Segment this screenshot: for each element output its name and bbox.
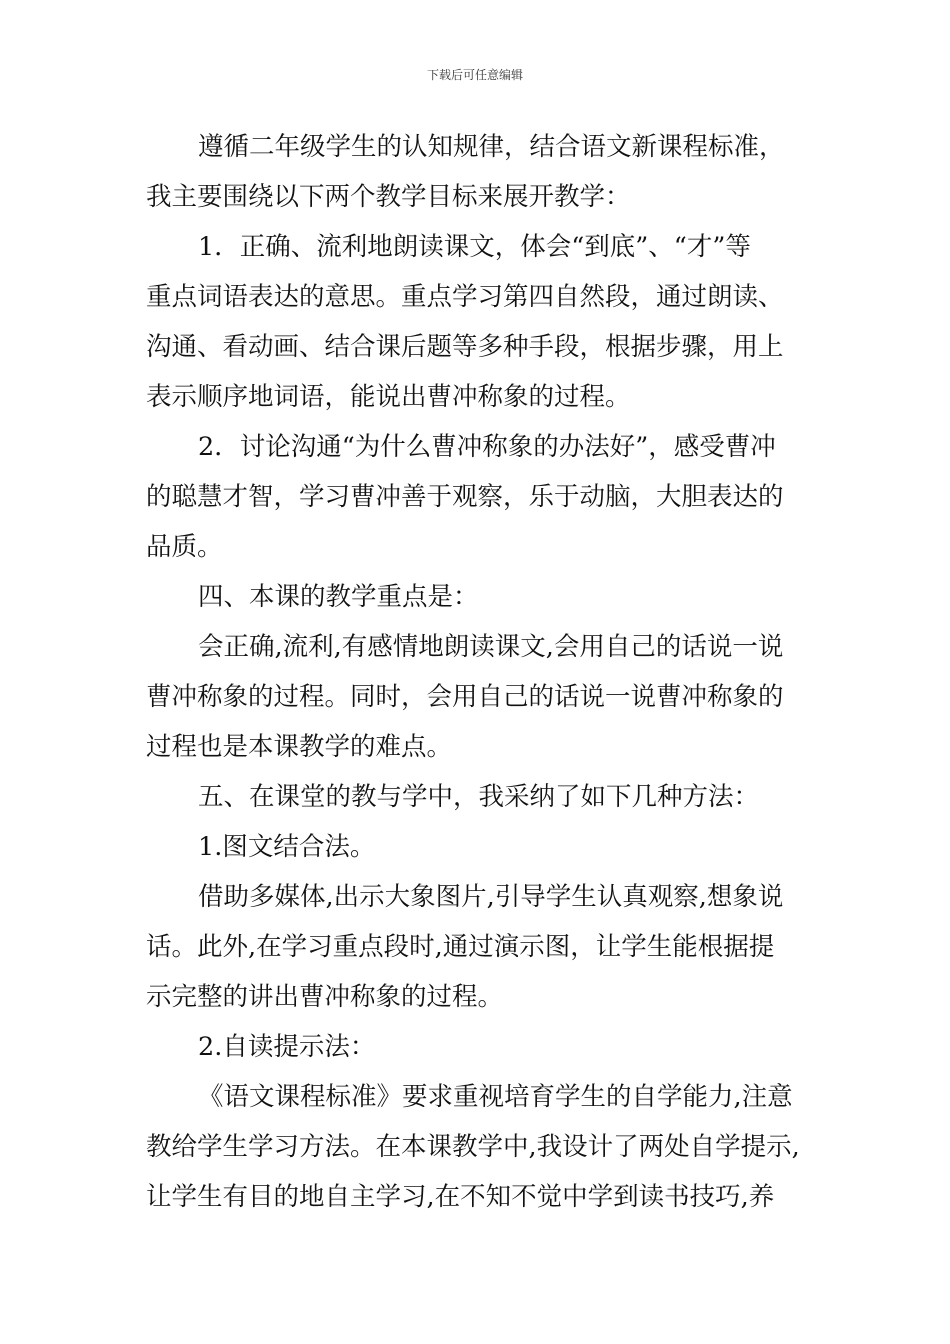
text-line: 曹冲称象的过程。同时，会用自己的话说一说曹冲称象的 — [146, 682, 784, 712]
page-header-note: 下载后可任意编辑 — [426, 68, 523, 82]
text-line: 1.图文结合法。 — [198, 832, 376, 862]
text-line: 遵循二年级学生的认知规律，结合语文新课程标准， — [198, 132, 785, 162]
text-line: 《语文课程标准》要求重视培育学生的自学能力,注意 — [198, 1082, 793, 1112]
text-line: 1．正确、流利地朗读课文，体会“到底”、“才”等 — [198, 232, 751, 262]
text-line: 四、本课的教学重点是： — [198, 582, 479, 612]
text-line: 话。此外,在学习重点段时,通过演示图，让学生能根据提 — [146, 932, 775, 962]
text-line: 教给学生学习方法。在本课教学中,我设计了两处自学提示, — [146, 1132, 800, 1162]
text-line: 示完整的讲出曹冲称象的过程。 — [146, 982, 504, 1012]
text-line: 2.自读提示法： — [198, 1032, 376, 1062]
text-line: 2．讨论沟通“为什么曹冲称象的办法好”，感受曹冲 — [198, 432, 776, 462]
text-line: 过程也是本课教学的难点。 — [146, 732, 453, 762]
text-line: 的聪慧才智，学习曹冲善于观察，乐于动脑，大胆表达的 — [146, 482, 784, 512]
text-line: 会正确,流利,有感情地朗读课文,会用自己的话说一说 — [198, 632, 784, 662]
text-line: 我主要围绕以下两个教学目标来展开教学： — [146, 182, 631, 212]
text-line: 品质。 — [146, 532, 223, 562]
text-line: 五、在课堂的教与学中，我采纳了如下几种方法： — [198, 782, 760, 812]
text-line: 让学生有目的地自主学习,在不知不觉中学到读书技巧,养 — [146, 1182, 775, 1212]
text-line: 沟通、看动画、结合课后题等多种手段，根据步骤，用上 — [146, 332, 784, 362]
text-line: 重点词语表达的意思。重点学习第四自然段，通过朗读、 — [146, 282, 784, 312]
document-body — [146, 122, 812, 1222]
text-line: 借助多媒体,出示大象图片,引导学生认真观察,想象说 — [198, 882, 784, 912]
text-line: 表示顺序地词语，能说出曹冲称象的过程。 — [146, 382, 631, 412]
